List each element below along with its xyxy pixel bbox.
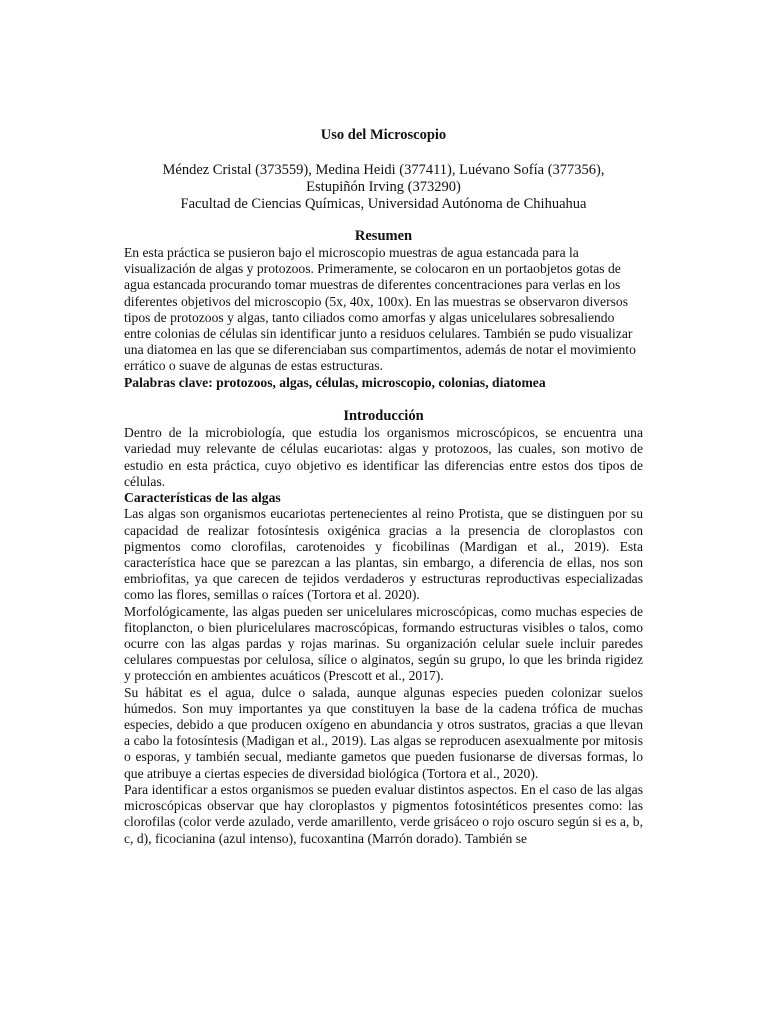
- body-paragraph: Para identificar a estos organismos se pueden evaluar distintos aspectos. En el caso de las algas microscópicas observar que hay cloroplastos y pigmentos fotosintéticos presentes como: las clorofilas (color verde azulado, verde amarillento, verde grisáceo o rojo oscuro según si es a, b, c, d), ficocianina (azul intenso), fucoxantina (Marrón dorado). También se: [124, 781, 643, 846]
- authors-line-1: Méndez Cristal (373559), Medina Heidi (377411), Luévano Sofía (377356),: [162, 162, 605, 178]
- abstract-text: En esta práctica se pusieron bajo el microscopio muestras de agua estancada para la visualización de algas y protozoos. Primeramente, se colocaron en un portaobjetos gotas de agua estancada procurando tomar muestras de diferentes concentraciones para verlas en los diferentes objetivos del microscopio (5x, 40x, 100x). En las muestras se observaron diversos tipos de protozoos y algas, tanto ciliados como amorfas y algas unicelulares sobresaliendo entre colonias de células sin identificar junto a residuos celulares. También se pudo visualizar una diatomea en las que se diferenciaban sus compartimentos, además de notar el movimiento errático o suave de algunas de estas estructuras.: [124, 245, 636, 374]
- introduction-heading: Introducción: [343, 408, 424, 425]
- paper-title: Uso del Microscopio: [320, 127, 447, 143]
- affiliation: Facultad de Ciencias Químicas, Universidad Autónoma de Chihuahua: [180, 196, 587, 212]
- algae-characteristics-heading: Características de las algas: [124, 489, 281, 505]
- authors-line-2: Estupiñón Irving (373290): [306, 179, 461, 195]
- document-page: [124, 126, 643, 847]
- abstract-heading: Resumen: [354, 228, 413, 244]
- body-paragraph: Las algas son organismos eucariotas pertenecientes al reino Protista, que se distinguen por su capacidad de realizar fotosíntesis oxigénica gracias a la presencia de cloroplastos con pigmentos como clorofilas, carotenoides y ficobilinas (Mardigan et al., 2019). Esta característica hace que se parezcan a las plantas, sin embargo, a diferencia de ellas, nos son embriofitas, ya que carecen de tejidos verdaderos y estructuras reproductivas especializadas como las flores, semillas o raíces (Tortora et al. 2020).: [124, 506, 643, 603]
- body-paragraph: Su hábitat es el agua, dulce o salada, aunque algunas especies pueden colonizar suelos húmedos. Son muy importantes ya que constituyen la base de la cadena trófica de muchas especies, debido a que producen oxígeno en abundancia y otros sustratos, gracias a que llevan a cabo la fotosíntesis (Madigan et al., 2019). Las algas se reproducen asexualmente por mitosis o esporas, y también secual, mediante gametos que pueden fusionarse de diversas formas, lo que atribuye a ciertas especies de diversidad biológica (Tortora et al., 2020).: [124, 684, 643, 781]
- keywords: Palabras clave: protozoos, algas, células, microscopio, colonias, diatomea: [124, 374, 546, 390]
- intro-paragraph: Dentro de la microbiología, que estudia los organismos microscópicos, se encuentra una variedad muy relevante de células eucariotas: algas y protozoos, las cuales, son motivo de estudio en esta práctica, cuyo objetivo es identificar las diferencias entre estos dos tipos de células.: [124, 425, 643, 489]
- body-paragraph: Morfológicamente, las algas pueden ser unicelulares microscópicas, como muchas especies de fitoplancton, o bien pluricelulares macroscópicas, formando estructuras visibles o talos, como ocurre con las algas pardas y rojas marinas. Su organización celular suele incluir paredes celulares compuestas por celulosa, sílice o alginatos, según su grupo, lo que les brinda rigidez y protección en ambientes acuáticos (Prescott et al., 2017).: [124, 603, 643, 684]
